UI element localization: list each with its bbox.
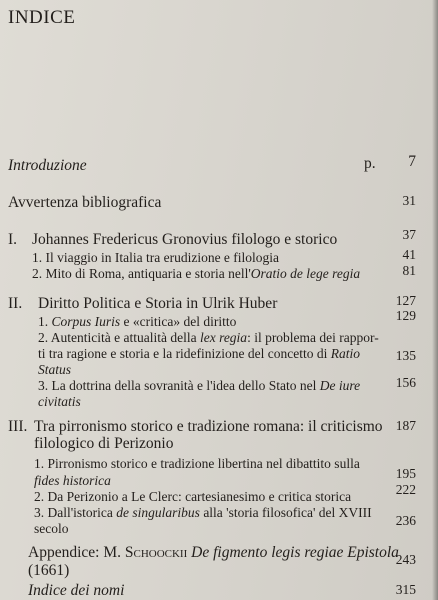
toc-subentry bbox=[38, 379, 360, 393]
page-number: 81 bbox=[402, 263, 416, 278]
chapter-title-continued: filologico di Perizonio bbox=[34, 435, 174, 452]
page-number: 315 bbox=[395, 582, 416, 597]
page-number: 129 bbox=[395, 308, 416, 323]
page-number: 222 bbox=[395, 482, 416, 497]
toc-subentry-continued: civitatis bbox=[38, 394, 81, 409]
subentry-text: ti tra ragione e storia e la ridefinizione del concetto di bbox=[38, 346, 328, 361]
chapter-number: II. bbox=[8, 295, 23, 312]
subentry-text: 3. Dall'istorica bbox=[34, 505, 113, 520]
chapter-title: Diritto Politica e Storia in Ulrik Huber bbox=[38, 295, 278, 312]
page-prefix: p. bbox=[364, 155, 376, 172]
page-number: 135 bbox=[395, 348, 416, 363]
toc-entry-indice-nomi: Indice dei nomi bbox=[28, 582, 125, 599]
page-number: 243 bbox=[395, 552, 416, 567]
subentry-text: e «critica» del diritto bbox=[123, 314, 237, 329]
page-number: 41 bbox=[402, 247, 416, 262]
toc-entry-appendice-continued: (1661) bbox=[28, 562, 70, 579]
toc-subentry bbox=[32, 267, 360, 281]
toc-subentry bbox=[38, 315, 236, 329]
page-number: 127 bbox=[395, 293, 416, 308]
appendix-text: Appendice: M. bbox=[28, 544, 121, 561]
subentry-italic: lex regia bbox=[199, 330, 248, 345]
toc-subentry: 2. Da Perizonio a Le Clerc: cartesianesimo e critica storica bbox=[34, 489, 352, 504]
toc-subentry: 1. Pirronismo storico e tradizione libertina nel dibattito sulla bbox=[34, 456, 360, 471]
chapter-number: III. bbox=[8, 418, 28, 435]
toc-entry-avvertenza: Avvertenza bibliografica bbox=[8, 194, 162, 211]
page-number: 7 bbox=[408, 153, 416, 170]
chapter-number: I. bbox=[8, 231, 18, 248]
subentry-italic: de singularibus bbox=[116, 505, 200, 520]
subentry-text: 2. Autenticità e attualità della bbox=[38, 330, 197, 345]
page-number: 195 bbox=[395, 466, 416, 481]
toc-entry-appendice bbox=[28, 545, 399, 561]
subentry-text: alla 'storia filosofica' del XVIII bbox=[203, 505, 372, 520]
toc-subentry-continued: Status bbox=[38, 362, 72, 377]
toc-subentry-continued: secolo bbox=[34, 521, 69, 536]
page-number: 236 bbox=[395, 513, 416, 528]
toc-subentry: 1. Il viaggio in Italia tra erudizione e filologia bbox=[32, 250, 280, 265]
subentry-text: 3. La dottrina della sovranità e l'idea dello Stato nel bbox=[38, 378, 317, 393]
subentry-text: 2. Mito di Roma, antiquaria e storia nell' bbox=[32, 266, 251, 281]
subentry-italic: Oratio de lege regia bbox=[250, 266, 361, 281]
subentry-italic: Ratio bbox=[330, 346, 361, 361]
page-number: 37 bbox=[402, 227, 416, 242]
page-title: INDICE bbox=[8, 7, 76, 28]
toc-entry-introduzione: Introduzione bbox=[8, 157, 87, 174]
page-number: 187 bbox=[395, 418, 416, 433]
page-number: 31 bbox=[402, 193, 416, 208]
page-number: 156 bbox=[395, 375, 416, 390]
subentry-italic: Corpus Iuris bbox=[51, 314, 121, 329]
toc-subentry bbox=[38, 331, 379, 345]
toc-subentry-continued: fides historica bbox=[34, 473, 111, 488]
subentry-text: 1. bbox=[38, 314, 49, 329]
appendix-author: Schoockii bbox=[124, 544, 188, 561]
appendix-work-title: De figmento legis regiae Epistola bbox=[191, 544, 399, 561]
toc-subentry-continued bbox=[38, 347, 360, 361]
page-edge-shadow bbox=[432, 0, 438, 600]
subentry-italic: De iure bbox=[319, 378, 361, 393]
subentry-text: : il problema dei rappor- bbox=[247, 330, 379, 345]
toc-subentry bbox=[34, 506, 372, 520]
chapter-title: Johannes Fredericus Gronovius filologo e storico bbox=[32, 231, 338, 248]
chapter-title: Tra pirronismo storico e tradizione romana: il criticismo bbox=[34, 418, 383, 435]
